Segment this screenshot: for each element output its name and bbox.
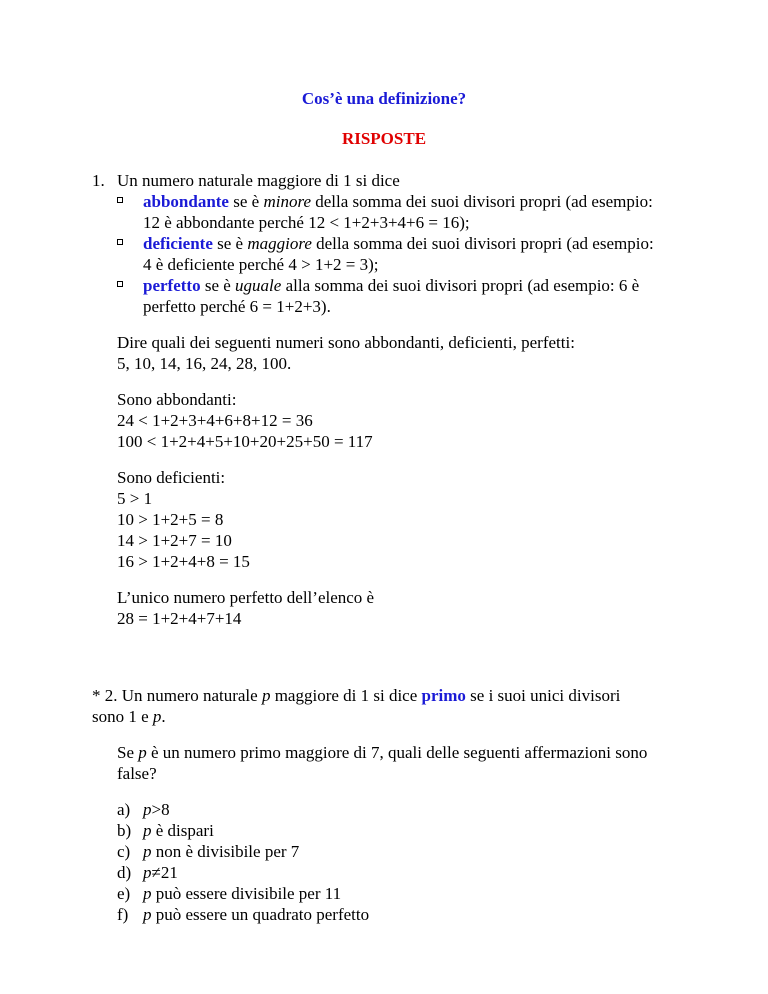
deficient-heading: Sono deficienti:	[117, 468, 226, 487]
option-label: c)	[117, 842, 131, 861]
q1-item-deficiente: deficiente se è maggiore della somma dei suoi divisori propri (ad esempio:	[143, 234, 654, 253]
q2-definition: * 2. Un numero naturale p maggiore di 1 si dice primo se i suoi unici divisori	[92, 686, 621, 705]
q2-question: Se p è un numero primo maggiore di 7, quali delle seguenti affermazioni sono	[117, 743, 648, 762]
q1-number: 1.	[92, 171, 105, 190]
q1-number-list: 5, 10, 14, 16, 24, 28, 100.	[117, 354, 292, 373]
checkbox-bullet-icon	[117, 281, 123, 287]
perfect-line: 28 = 1+2+4+7+14	[117, 609, 242, 628]
option-a: p>8	[143, 800, 170, 819]
option-c: p non è divisibile per 7	[143, 842, 300, 861]
q2-question-line2: false?	[117, 764, 157, 783]
abundant-line: 24 < 1+2+3+4+6+8+12 = 36	[117, 411, 313, 430]
q1-item-perfetto: perfetto se è uguale alla somma dei suoi divisori propri (ad esempio: 6 è	[143, 276, 640, 295]
option-label: a)	[117, 800, 131, 819]
deficient-line: 5 > 1	[117, 489, 153, 508]
q1-item-abbondante-example: 12 è abbondante perché 12 < 1+2+3+4+6 = 16);	[143, 213, 470, 232]
q2-definition-line2: sono 1 e p.	[92, 707, 166, 726]
deficient-line: 16 > 1+2+4+8 = 15	[117, 552, 250, 571]
option-e: p può essere divisibile per 11	[143, 884, 342, 903]
option-label: e)	[117, 884, 131, 903]
option-label: f)	[117, 905, 129, 924]
abundant-heading: Sono abbondanti:	[117, 390, 237, 409]
option-label: b)	[117, 821, 132, 840]
page-title: Cos’è una definizione?	[301, 89, 467, 108]
q1-item-abbondante: abbondante se è minore della somma dei suoi divisori propri (ad esempio:	[143, 192, 653, 211]
option-d: p≠21	[143, 863, 178, 882]
abundant-line: 100 < 1+2+4+5+10+20+25+50 = 117	[117, 432, 373, 451]
checkbox-bullet-icon	[117, 239, 123, 245]
deficient-line: 14 > 1+2+7 = 10	[117, 531, 232, 550]
q1-question: Dire quali dei seguenti numeri sono abbondanti, deficienti, perfetti:	[117, 333, 575, 352]
q1-intro: Un numero naturale maggiore di 1 si dice	[117, 171, 400, 190]
deficient-line: 10 > 1+2+5 = 8	[117, 510, 224, 529]
option-f: p può essere un quadrato perfetto	[143, 905, 370, 924]
page-subtitle: RISPOSTE	[341, 129, 427, 148]
perfect-heading: L’unico numero perfetto dell’elenco è	[117, 588, 375, 607]
option-b: p è dispari	[143, 821, 214, 840]
checkbox-bullet-icon	[117, 197, 123, 203]
q1-item-deficiente-example: 4 è deficiente perché 4 > 1+2 = 3);	[143, 255, 379, 274]
option-label: d)	[117, 863, 132, 882]
q1-item-perfetto-example: perfetto perché 6 = 1+2+3).	[143, 297, 331, 316]
